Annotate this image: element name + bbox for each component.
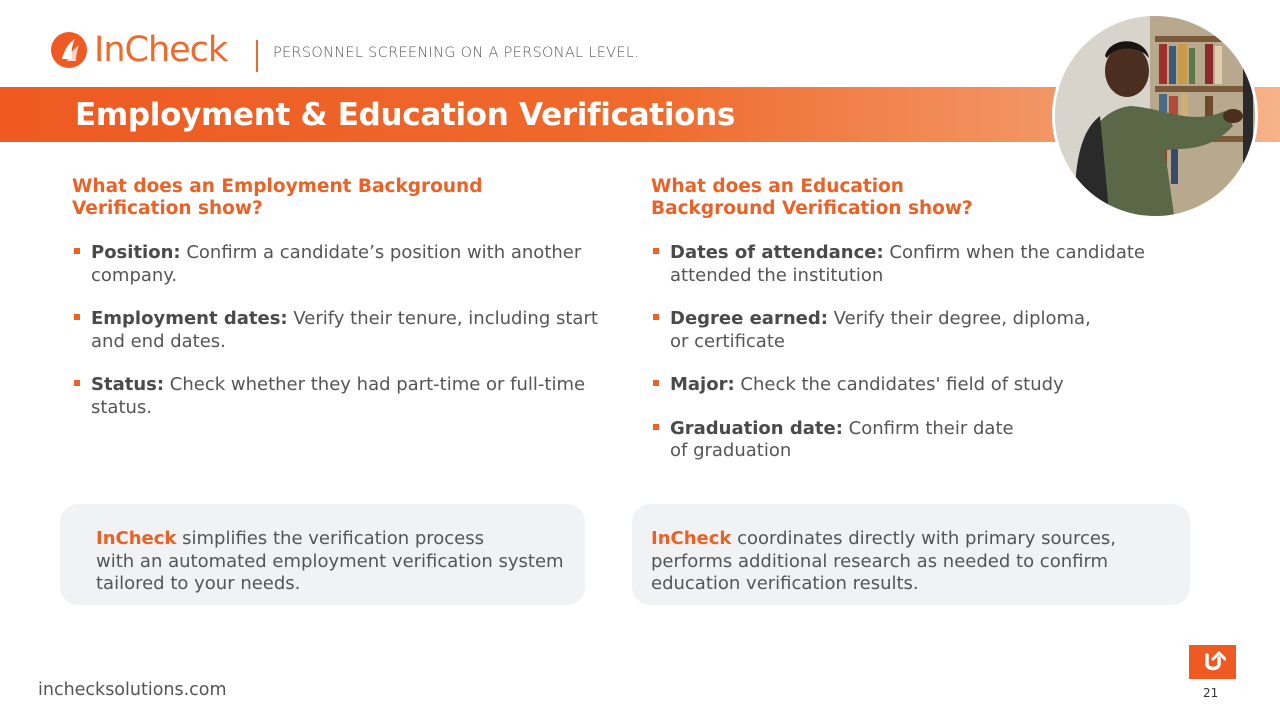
item-label: Degree earned: xyxy=(670,308,828,329)
incheck-logo xyxy=(50,30,227,70)
education-heading xyxy=(651,176,973,220)
student-photo xyxy=(1052,13,1258,219)
employment-note xyxy=(60,504,585,605)
student-library-image xyxy=(1055,16,1258,219)
u-turn-icon[interactable] xyxy=(1189,645,1236,679)
list-item xyxy=(651,374,1191,397)
item-text: Check the candidates' field of study xyxy=(740,374,1064,395)
page-number: 21 xyxy=(1203,686,1219,700)
note-text-line3: tailored to your needs. xyxy=(96,573,301,594)
list-item xyxy=(72,308,612,353)
item-text: Verify their degree, diploma, xyxy=(833,308,1091,329)
item-text-line2: or certificate xyxy=(670,330,785,352)
note-text: coordinates directly with primary sources, xyxy=(737,528,1117,549)
education-heading-line2: Background Verification show? xyxy=(651,198,973,219)
list-item xyxy=(72,242,612,287)
note-brand: InCheck xyxy=(96,528,177,549)
note-text-line3: education verification results. xyxy=(651,573,919,594)
incheck-logo-mark-icon xyxy=(50,31,88,69)
page-title: Employment & Education Verifications xyxy=(75,97,736,133)
item-text-line2: attended the institution xyxy=(670,264,884,286)
item-label: Position: xyxy=(91,242,181,263)
item-text: Confirm their date xyxy=(848,417,1014,439)
item-label: Graduation date: xyxy=(670,417,843,439)
list-item xyxy=(651,418,1191,463)
note-text-line2: performs additional research as needed to confirm xyxy=(651,550,1109,572)
item-text: Confirm when the candidate xyxy=(889,242,1146,263)
employment-heading xyxy=(72,176,482,220)
header-divider xyxy=(256,40,258,72)
footer-url[interactable]: inchecksolutions.com xyxy=(38,680,227,700)
item-label: Dates of attendance: xyxy=(670,242,884,263)
item-text: Confirm a candidate’s position with another company. xyxy=(91,242,582,286)
item-text: Check whether they had part-time or full-time status. xyxy=(91,374,586,418)
education-heading-line1: What does an Education xyxy=(651,176,904,197)
employment-heading-line1: What does an Employment Background xyxy=(72,176,483,197)
education-note xyxy=(632,504,1190,605)
note-text: simplifies the verification process xyxy=(182,528,485,549)
item-text-line2: of graduation xyxy=(670,440,792,461)
employment-list xyxy=(72,242,612,440)
list-item xyxy=(651,242,1191,287)
item-label: Status: xyxy=(91,374,165,395)
logo-wordmark: InCheck xyxy=(94,29,228,70)
list-item xyxy=(72,374,612,419)
list-item xyxy=(651,308,1191,353)
item-text: Verify their tenure, including start and end dates. xyxy=(91,308,598,352)
tagline: PERSONNEL SCREENING ON A PERSONAL LEVEL. xyxy=(273,45,640,61)
u-arrow-icon xyxy=(1200,649,1226,675)
education-list xyxy=(651,242,1191,484)
employment-heading-line2: Verification show? xyxy=(72,198,263,219)
item-label: Employment dates: xyxy=(91,308,288,329)
note-brand: InCheck xyxy=(651,528,732,549)
note-text-line2: with an automated employment verification system xyxy=(96,550,564,572)
item-label: Major: xyxy=(670,374,735,395)
